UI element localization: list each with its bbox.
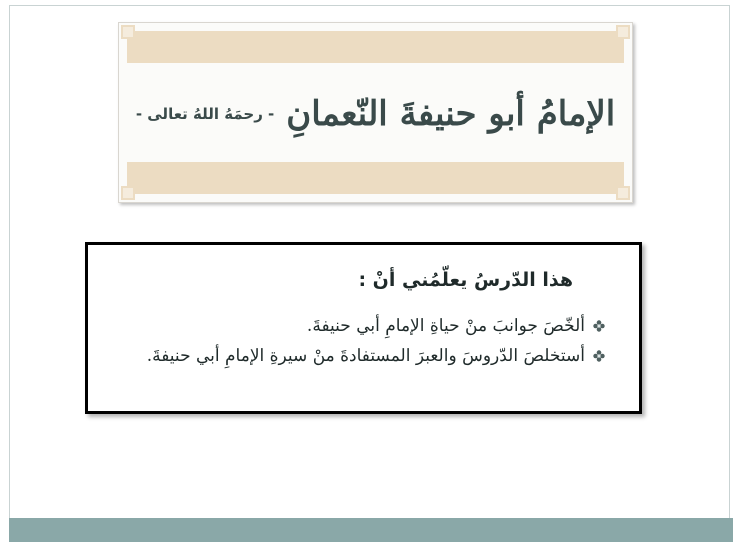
title-banner bbox=[118, 22, 633, 203]
banner-corner-ornament bbox=[616, 186, 630, 200]
objective-text: ألخّصَ جوانبَ منْ حياةِ الإمامِ أبي حنيفةَ. bbox=[306, 316, 585, 336]
banner-corner-ornament bbox=[616, 25, 630, 39]
banner-corner-ornament bbox=[121, 25, 135, 39]
flower-bullet-icon bbox=[593, 350, 605, 362]
banner-corner-ornament bbox=[121, 186, 135, 200]
page-subtitle: - رحمَهُ اللهُ تعالى - bbox=[135, 105, 275, 123]
objectives-box bbox=[85, 242, 642, 414]
banner-top-band bbox=[127, 31, 624, 63]
page-title: الإمامُ أبو حنيفةَ النّعمانِ bbox=[286, 94, 616, 134]
objective-text: أستخلصَ الدّروسَ والعبرَ المستفادةَ منْ سيرةِ الإمامِ أبي حنيفةَ. bbox=[146, 346, 585, 366]
banner-title-row bbox=[135, 85, 616, 143]
flower-bullet-icon bbox=[593, 320, 605, 332]
list-item bbox=[147, 341, 605, 371]
list-item bbox=[147, 311, 605, 341]
banner-bottom-band bbox=[127, 162, 624, 194]
objectives-list bbox=[147, 311, 605, 371]
objectives-heading: هذا الدّرسُ يعلّمُني أنْ : bbox=[358, 269, 573, 291]
footer-bar bbox=[9, 518, 733, 542]
